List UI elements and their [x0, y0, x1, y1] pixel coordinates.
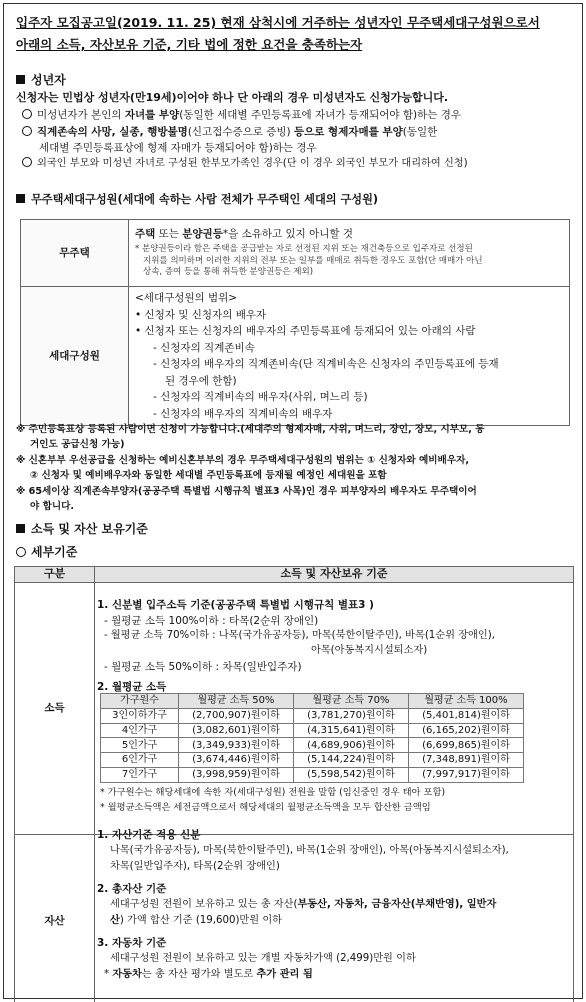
asset-1-line-2: 차목(일반입주자), 타목(2순위 장애인): [110, 861, 280, 872]
household-row1-content: 주택 또는 분양권등*을 소유하고 있지 아니할 것 * 분양권등이라 함은 주택을 공급받는 자로 선정된 지위 또는 재건축등으로 입주자로 선정된 지위를 의미하며 이러한 지위의 전부 또는 일부를 매매로 취득한 경우도 포함(단 매매가 아닌 상속, 증여 등을 통해 취득한 분양권등은 제외): [129, 220, 570, 287]
household-size-cell: 7인가구: [101, 767, 179, 782]
note-3-cont: 야 합니다.: [30, 501, 75, 512]
note-3: ※ 65세이상 직계존속부양자(공공주택 특별법 시행규칙 별표3 사목)인 경우 피부양자의 배우자도 무주택이어: [16, 486, 477, 497]
household-dash-1: - 신청자의 직계존비속: [153, 341, 255, 354]
monthly-income-header-cell: 가구원수: [101, 694, 179, 709]
adult-item-2: 직계존속의 사망, 실종, 행방불명(신고접수증으로 증빙) 등으로 형제자매를 부양(동일한: [22, 125, 437, 139]
table-row: [101, 708, 524, 723]
asset-2-line-1: 세대구성원 전원이 보유하고 있는 총 자산(부동산, 자동차, 금융자산(부채반영), 일반자: [110, 899, 497, 910]
table-row: [101, 738, 524, 753]
criteria-header-row: [15, 567, 574, 583]
income-threshold-cell: (6,165,202)원이하: [409, 723, 524, 738]
monthly-income-header-row: [101, 694, 524, 709]
household-row1-note-1: * 분양권등이라 함은 주택을 공급받는 자로 선정된 지위 또는 재건축등으로 입주자로 선정된: [135, 244, 473, 255]
asset-3-title: 3. 자동차 기준: [97, 937, 167, 949]
square-bullet-icon: [16, 524, 25, 533]
asset-3-line-2: * 자동차는 총 자산 평가와 별도로 추가 관리 됨: [104, 969, 313, 980]
income-line-3: 아목(아동복지시설퇴소자): [311, 645, 428, 656]
table-row: [101, 753, 524, 768]
title-line-2: 아래의 소득, 자산보유 기준, 기타 법에 정한 요건을 충족하는자: [16, 37, 363, 52]
adult-item-2-cont: 세대별 주민등록표상에 형제 자매가 등재되어야 함)하는 경우: [39, 142, 317, 154]
income-threshold-cell: (3,998,959)원이하: [179, 767, 294, 782]
income-threshold-cell: (5,144,224)원이하: [294, 753, 409, 768]
asset-2-title: 2. 총자산 기준: [97, 883, 167, 895]
household-row2-label: 세대구성원: [21, 287, 129, 426]
income-threshold-cell: (7,997,917)원이하: [409, 767, 524, 782]
household-size-cell: 4인가구: [101, 723, 179, 738]
asset-1-line-1: 나목(국가유공자등), 마목(북한이탈주민), 바목(1순위 장애인), 아목(아동복지시설퇴소자),: [110, 845, 509, 856]
household-row2-content: [129, 287, 570, 426]
income-threshold-cell: (3,082,601)원이하: [179, 723, 294, 738]
income-threshold-cell: (7,348,891)원이하: [409, 753, 524, 768]
household-dash-2: - 신청자의 배우자의 직계존비속(단 직계비속은 신청자의 주민등록표에 등재: [153, 358, 499, 370]
note-2: ※ 신혼부부 우선공급을 신청하는 예비신혼부부의 경우 무주택세대구성원의 범위는 ① 신청자와 예비배우자,: [16, 455, 469, 466]
income-threshold-cell: (4,315,641)원이하: [294, 723, 409, 738]
income-threshold-cell: (3,349,933)원이하: [179, 738, 294, 753]
criteria-col-category: 구분: [15, 567, 95, 583]
income-threshold-cell: (3,674,446)원이하: [179, 753, 294, 768]
monthly-income-header-cell: 월평균 소득 100%: [409, 694, 524, 709]
circle-bullet-icon: [22, 126, 32, 136]
asset-label: 자산: [15, 835, 95, 1002]
income-line-4: - 월평균 소득 50%이하 : 차목(일반입주자): [104, 661, 302, 673]
note-1-cont: 거인도 공급신청 가능): [30, 439, 125, 450]
monthly-income-title: 2. 월평균 소득: [97, 681, 167, 693]
household-row-no-house: [21, 220, 570, 287]
income-line-2: - 월평균 소득 70%이하 : 나목(국가유공자등), 마목(북한이탈주민), 바목(1순위 장애인),: [104, 630, 495, 641]
income-threshold-cell: (3,781,270)원이하: [294, 708, 409, 723]
household-size-cell: 3인이하가구: [101, 708, 179, 723]
note-1: ※ 주민등록표상 등록된 사람이면 신청이 가능합니다.(세대주의 형제자매, 사위, 며느리, 장인, 장모, 시부모, 동: [16, 424, 485, 435]
household-size-cell: 6인가구: [101, 753, 179, 768]
household-row1-label: 무주택: [21, 220, 129, 287]
income-label: 소득: [15, 583, 95, 835]
detail-criteria-heading: 세부기준: [16, 544, 77, 560]
household-row1-note-3: 상속, 증여 등을 통해 취득한 분양권등은 제외): [143, 267, 314, 278]
square-bullet-icon: [16, 75, 25, 84]
table-row: [101, 723, 524, 738]
household-size-cell: 5인가구: [101, 738, 179, 753]
household-bullet-1: • 신청자 및 신청자의 배우자: [135, 308, 267, 321]
square-bullet-icon: [16, 194, 25, 203]
household-table: [20, 219, 570, 426]
circle-bullet-icon: [16, 547, 26, 557]
adult-heading: 성년자: [16, 72, 66, 88]
income-threshold-cell: (6,699,865)원이하: [409, 738, 524, 753]
adult-lead: 신청자는 민법상 성년자(만19세)이어야 하나 단 아래의 경우 미성년자도 신청가능합니다.: [16, 91, 449, 104]
income-threshold-cell: (5,401,814)원이하: [409, 708, 524, 723]
monthly-income-table: [100, 693, 524, 783]
household-dash-2-cont: 된 경우에 한함): [165, 374, 237, 387]
household-dash-3: - 신청자의 직계비속의 배우자(사위, 며느리 등): [153, 391, 368, 403]
circle-bullet-icon: [22, 109, 32, 119]
income-threshold-cell: (2,700,907)원이하: [179, 708, 294, 723]
household-scope: <세대구성원의 범위>: [135, 292, 238, 304]
household-row-members: [21, 287, 570, 426]
asset-3-line-1: 세대구성원 전원이 보유하고 있는 개별 자동차가액 (2,499)만원 이하: [110, 953, 416, 964]
asset-2-line-2: 산) 가액 합산 기준 (19,600)만원 이하: [110, 915, 283, 926]
income-title: 1. 신분별 입주소득 기준(공공주택 특별법 시행규칙 별표3 ): [97, 599, 374, 611]
income-table-note-1: * 가구원수는 해당세대에 속한 자(세대구성원) 전원을 말함 (임신중인 경우 태아 포함): [100, 787, 446, 798]
income-line-1: - 월평균 소득 100%이하 : 타목(2순위 장애인): [104, 615, 319, 627]
household-row1-note-2: 지위를 의미하며 이러한 지위의 전부 또는 일부를 매매로 취득한 경우도 포함(단 매매가 아닌: [143, 255, 483, 266]
income-threshold-cell: (4,689,906)원이하: [294, 738, 409, 753]
adult-item-3: 외국인 부모와 미성년 자녀로 구성된 한부모가족인 경우(단 이 경우 외국인 부모가 대리하여 신청): [22, 157, 468, 171]
income-table-note-2: * 월평균소득액은 세전금액으로서 해당세대의 월평균소득액을 모두 합산한 금액임: [100, 802, 431, 813]
household-heading: 무주택세대구성원(세대에 속하는 사람 전체가 무주택인 세대의 구성원): [16, 192, 378, 207]
note-2-cont: ② 신청자 및 예비배우자와 동일한 세대별 주민등록표에 등재될 예정인 세대원을 포함: [30, 470, 387, 481]
table-row: [101, 767, 524, 782]
income-threshold-cell: (5,598,542)원이하: [294, 767, 409, 782]
household-dash-4: - 신청자의 배우자의 직계비속의 배우자: [153, 407, 333, 420]
title-line-1: 입주자 모집공고일(2019. 11. 25) 현재 삼척시에 거주하는 성년자인 무주택세대구성원으로서: [16, 15, 540, 30]
asset-1-title: 1. 자산기준 적용 신분: [97, 829, 201, 841]
monthly-income-header-cell: 월평균 소득 50%: [179, 694, 294, 709]
household-bullet-2: • 신청자 또는 신청자의 배우자의 주민등록표에 등재되어 있는 아래의 사람: [135, 325, 476, 337]
criteria-col-criteria: 소득 및 자산보유 기준: [95, 567, 574, 583]
income-assets-heading: 소득 및 자산 보유기준: [16, 521, 148, 537]
adult-item-1: 미성년자가 본인의 자녀를 부양(동일한 세대별 주민등록표에 자녀가 등재되어야 함)하는 경우: [22, 108, 461, 122]
circle-bullet-icon: [22, 157, 32, 167]
monthly-income-header-cell: 월평균 소득 70%: [294, 694, 409, 709]
